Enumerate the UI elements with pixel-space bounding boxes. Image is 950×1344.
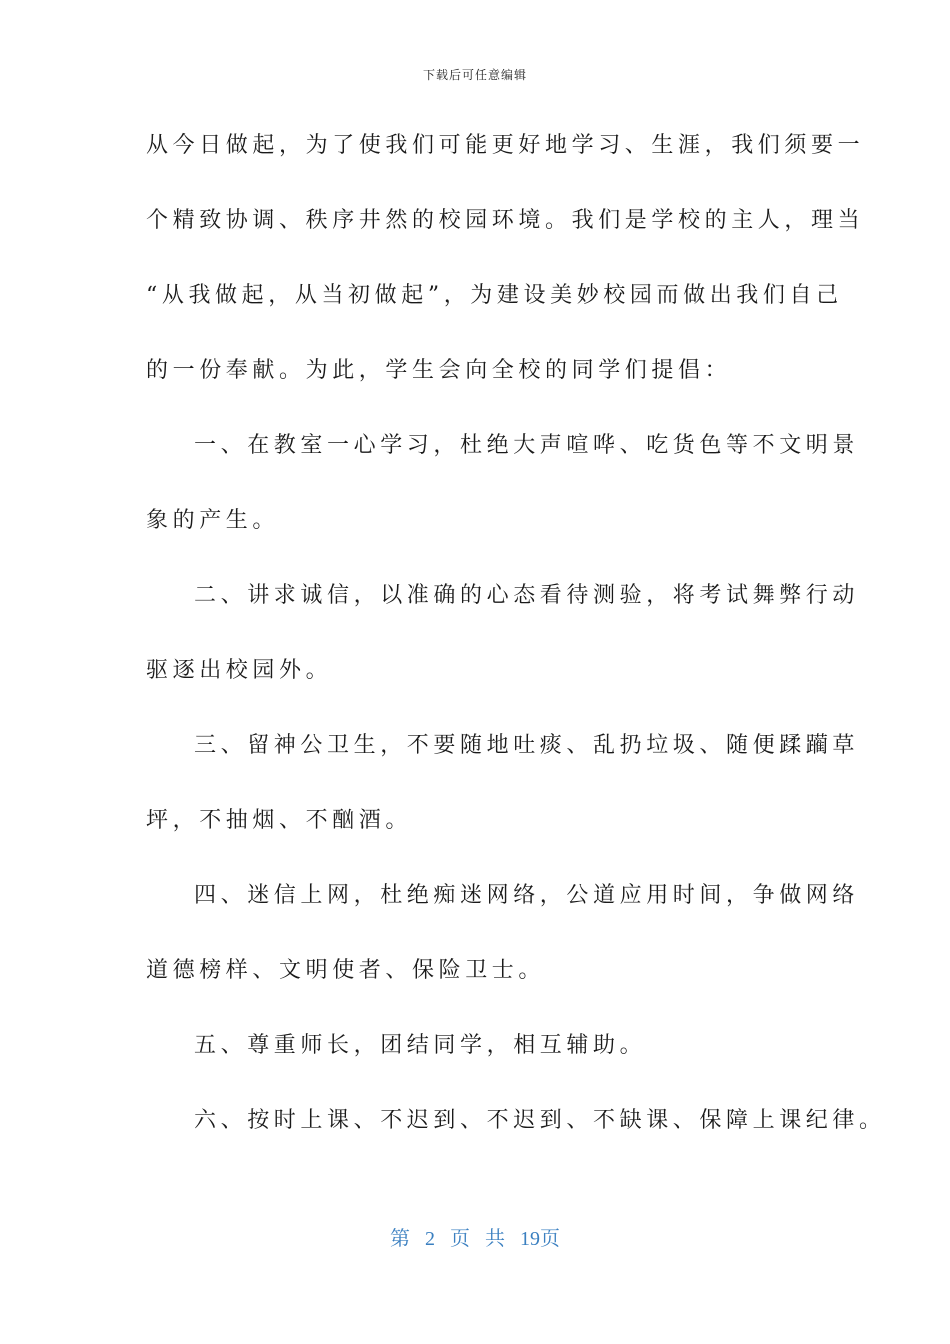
list-item-3-continued: 坪，不抽烟、不酗酒。 — [146, 808, 413, 833]
paragraph-line: “从我做起，从当初做起”，为建设美妙校园而做出我们自己 — [146, 283, 843, 308]
paragraph-line: 从今日做起，为了使我们可能更好地学习、生涯，我们须要一 — [146, 133, 865, 158]
list-item-4-continued: 道德榜样、文明使者、保险卫士。 — [146, 958, 546, 983]
list-item-3: 三、留神公卫生，不要随地吐痰、乱扔垃圾、随便蹂躏草 — [194, 733, 860, 758]
list-item-2: 二、讲求诚信，以准确的心态看待测验，将考试舞弊行动 — [194, 583, 860, 608]
list-item-1: 一、在教室一心学习，杜绝大声喧哗、吃货色等不文明景 — [194, 433, 860, 458]
paragraph-line: 个精致协调、秩序井然的校园环境。我们是学校的主人，理当 — [146, 208, 865, 233]
document-body — [146, 124, 886, 1174]
page-number-footer: 第 2 页 共 19页 — [390, 1228, 560, 1250]
list-item-4: 四、迷信上网，杜绝痴迷网络，公道应用时间，争做网络 — [194, 883, 860, 908]
page-header: 下载后可任意编辑 — [422, 68, 527, 82]
list-item-2-continued: 驱逐出校园外。 — [146, 658, 333, 683]
list-item-6: 六、按时上课、不迟到、不迟到、不缺课、保障上课纪律。 — [194, 1108, 886, 1133]
paragraph-line: 的一份奉献。为此，学生会向全校的同学们提倡： — [146, 358, 732, 383]
list-item-1-continued: 象的产生。 — [146, 508, 280, 533]
list-item-5: 五、尊重师长，团结同学，相互辅助。 — [194, 1033, 647, 1058]
